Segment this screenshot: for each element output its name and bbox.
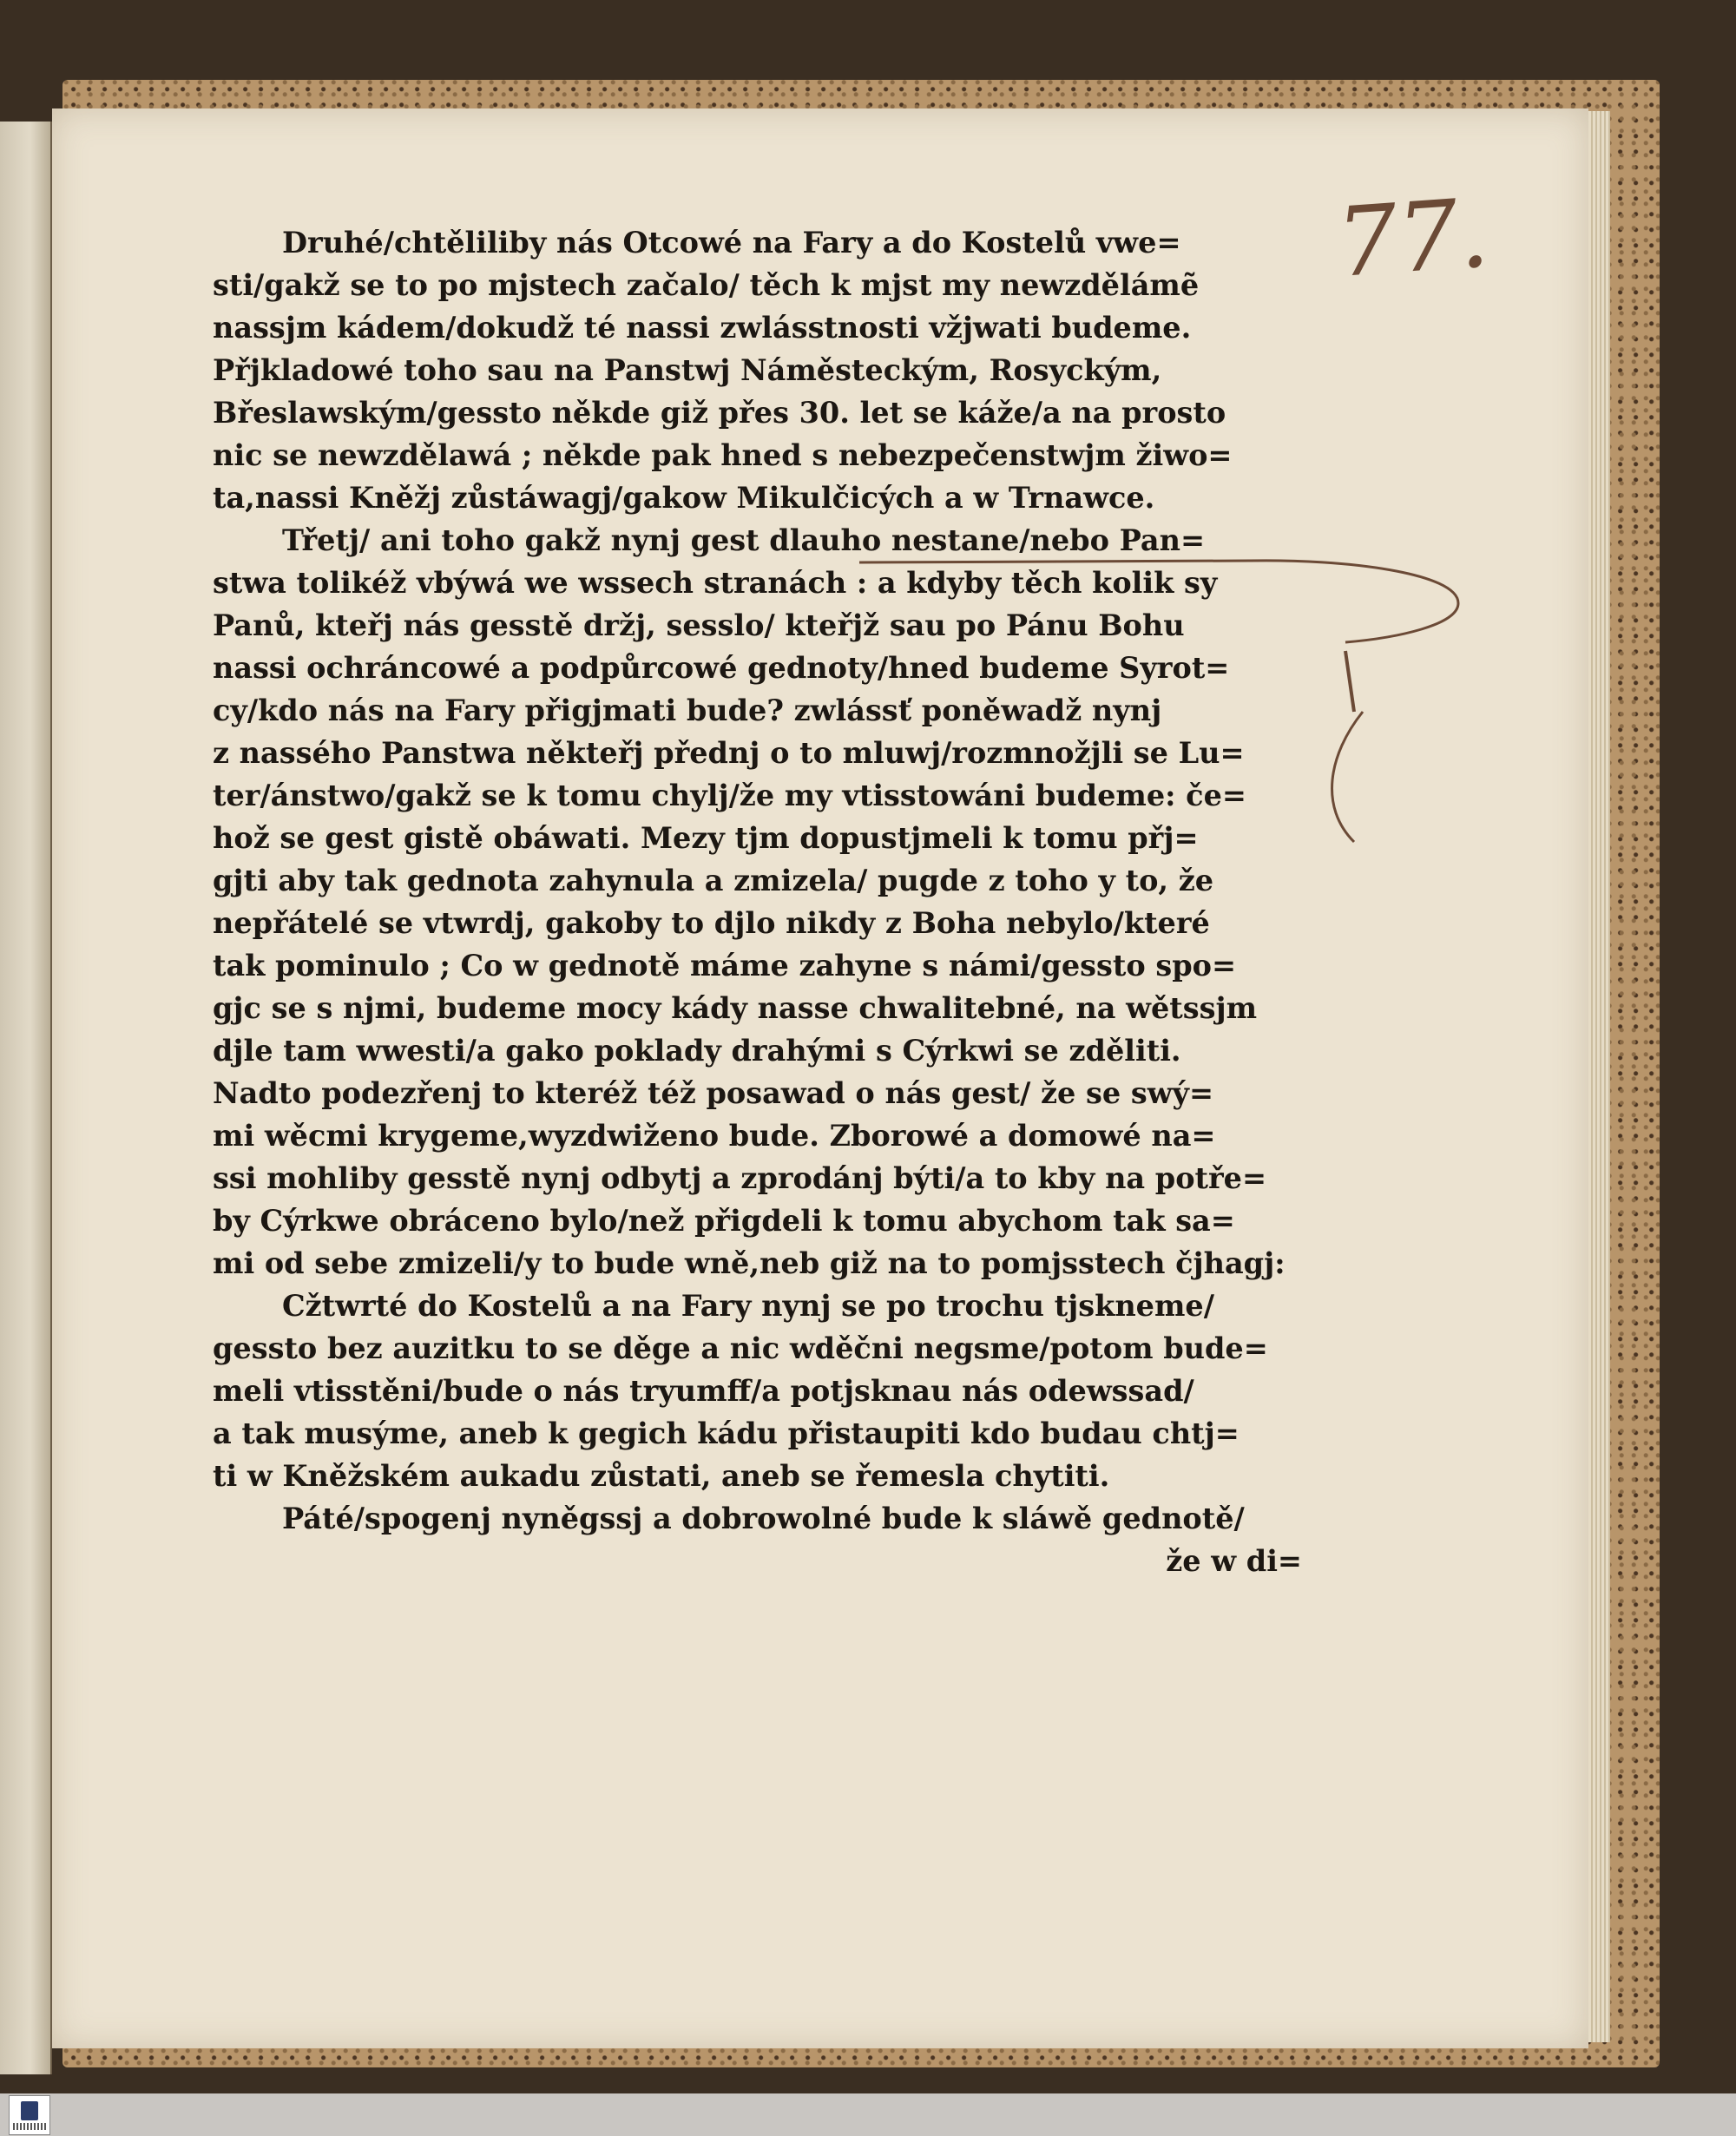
catchword: že w di= bbox=[1166, 1544, 1302, 1578]
text-line: Nadto podezřenj to kteréž též posawad o nás gest/ že se swý= bbox=[213, 1076, 1214, 1110]
text-line: Přjkladowé toho sau na Panstwj Náměsteckým, Rosyckým, bbox=[213, 353, 1162, 387]
text-line: gjti aby tak gednota zahynula a zmizela/ pugde z toho y to, že bbox=[213, 864, 1214, 897]
text-line: ti w Kněžském aukadu zůstati, aneb se řemesla chytiti. bbox=[213, 1459, 1110, 1493]
text-line: Břeslawským/gessto někde giž přes 30. let se káže/a na prosto bbox=[213, 396, 1226, 430]
text-line: mi wěcmi krygeme,wyzdwiženo bude. Zborowé a domowé na= bbox=[213, 1119, 1216, 1153]
text-line: nassi ochráncowé a podpůrcowé gednoty/hned budeme Syrot= bbox=[213, 651, 1230, 685]
text-line: Cžtwrté do Kostelů a na Fary nynj se po trochu tjskneme/ bbox=[282, 1289, 1214, 1323]
text-line: mi od sebe zmizeli/y to bude wně,neb giž na to pomjsstech čjhagj: bbox=[213, 1246, 1286, 1280]
text-line: djle tam wwesti/a gako poklady drahými s Cýrkwi se zděliti. bbox=[213, 1034, 1181, 1068]
text-line: stwa tolikéž vbýwá we wssech stranách : a kdyby těch kolik sy bbox=[213, 566, 1218, 600]
text-line: ta,nassi Kněžj zůstáwagj/gakow Mikulčicých a w Trnawce. bbox=[213, 481, 1155, 515]
text-line: a tak musýme, aneb k gegich kádu přistaupiti kdo budau chtj= bbox=[213, 1416, 1240, 1450]
text-line: nic se newzdělawá ; někde pak hned s nebezpečenstwjm žiwo= bbox=[213, 438, 1233, 472]
text-line: by Cýrkwe obráceno bylo/než přigdeli k tomu abychom tak sa= bbox=[213, 1204, 1235, 1238]
text-line: Druhé/chtěliliby nás Otcowé na Fary a do Kostelů vwe= bbox=[282, 226, 1181, 260]
text-line: Páté/spogenj nyněgssj a dobrowolné bude k sláwě gednotě/ bbox=[282, 1502, 1245, 1535]
library-logo-icon bbox=[9, 2095, 50, 2135]
text-line: ssi mohliby gesstě nynj odbytj a zprodánj býti/a to kby na potře= bbox=[213, 1161, 1267, 1195]
text-line: cy/kdo nás na Fary přigjmati bude? zwlássť poněwadž nynj bbox=[213, 693, 1162, 727]
text-line: meli vtisstěni/bude o nás tryumff/a potjsknau nás odewssad/ bbox=[213, 1374, 1194, 1408]
text-line: nassjm kádem/dokudž té nassi zwlásstnosti vžjwati budeme. bbox=[213, 311, 1192, 345]
text-line: nepřátelé se vtwrdj, gakoby to djlo nikdy z Boha nebylo/které bbox=[213, 906, 1210, 940]
page-text-block bbox=[213, 221, 1306, 1582]
text-line: gjc se s njmi, budeme mocy kády nasse chwalitebné, na wětssjm bbox=[213, 991, 1258, 1025]
text-line: Panů, kteřj nás gesstě držj, sesslo/ kteřjž sau po Pánu Bohu bbox=[213, 608, 1185, 642]
text-line: z nassého Panstwa někteřj přednj o to mluwj/rozmnožjli se Lu= bbox=[213, 736, 1245, 770]
viewer-footer-bar bbox=[0, 2093, 1736, 2136]
text-line: gessto bez auzitku to se děge a nic wděčni negsme/potom bude= bbox=[213, 1331, 1268, 1365]
text-line: hož se gest gistě obáwati. Mezy tjm dopustjmeli k tomu přj= bbox=[213, 821, 1199, 855]
text-line: Třetj/ ani toho gakž nynj gest dlauho nestane/nebo Pan= bbox=[282, 523, 1206, 557]
handwritten-folio-number: 77. bbox=[1332, 177, 1493, 299]
previous-page-edge bbox=[0, 122, 52, 2074]
text-line: tak pominulo ; Co w gednotě máme zahyne s námi/gessto spo= bbox=[213, 949, 1237, 983]
text-line: sti/gakž se to po mjstech začalo/ těch k mjst my newzdělámẽ bbox=[213, 268, 1200, 302]
text-line: ter/ánstwo/gakž se k tomu chylj/že my vtisstowáni budeme: če= bbox=[213, 779, 1246, 812]
